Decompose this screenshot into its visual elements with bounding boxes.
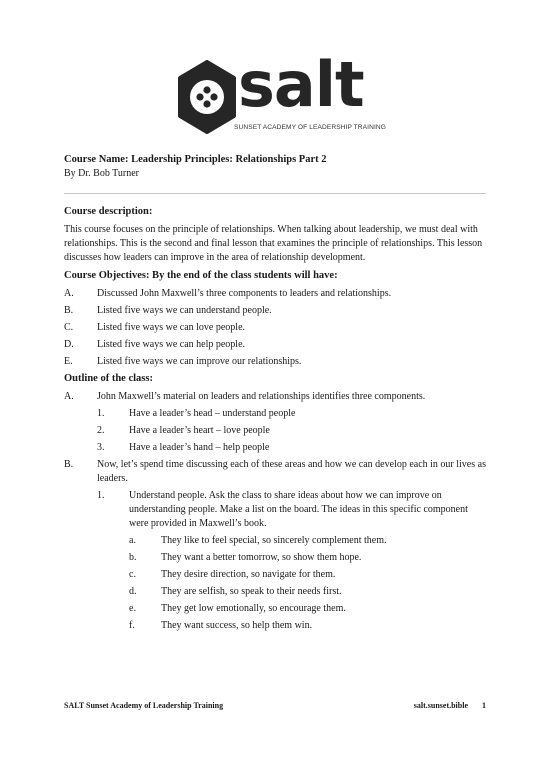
description-heading: Course description: — [64, 206, 153, 217]
list-item — [64, 304, 486, 318]
list-text: They want success, so help them win. — [161, 620, 313, 631]
list-marker: 1. — [97, 408, 105, 419]
logo-tagline: SUNSET ACADEMY OF LEADERSHIP TRAINING — [234, 124, 386, 131]
list-text: They like to feel special, so sincerely complement them. — [161, 535, 387, 546]
outline-subitem — [64, 424, 486, 438]
list-item — [64, 338, 486, 352]
list-text: They get low emotionally, so encourage them. — [161, 603, 346, 614]
list-text: Listed five ways we can understand people. — [97, 305, 272, 316]
list-marker: A. — [64, 288, 74, 299]
list-marker: e. — [129, 603, 136, 614]
objectives-list — [64, 287, 486, 369]
list-text: Now, let’s spend time discussing each of these areas and how we can develop each in our lives as leaders. — [97, 459, 486, 484]
footer-org-name: SALT Sunset Academy of Leadership Training — [64, 701, 224, 710]
page-footer — [64, 701, 486, 710]
description-text: This course focuses on the principle of relationships. When talking about leadership, we must deal with relationships. This is the second and final lesson that examines the principle of relationships. This lesson discusses how leaders can improve in the area of relationship development. — [64, 224, 483, 263]
course-name: Course Name: Leadership Principles: Relationships Part 2 — [64, 154, 327, 165]
outline-point — [64, 602, 486, 616]
list-marker: b. — [129, 552, 137, 563]
hexagon-logo-icon — [176, 60, 238, 134]
list-text: Have a leader’s heart – love people — [129, 425, 270, 436]
list-text: John Maxwell’s material on leaders and relationships identifies three components. — [97, 391, 426, 402]
outline-point — [64, 568, 486, 582]
list-text: They desire direction, so navigate for them. — [161, 569, 336, 580]
logo-wordmark: salt — [238, 48, 364, 121]
list-marker: a. — [129, 535, 136, 546]
list-marker: 3. — [97, 442, 105, 453]
outline-point — [64, 585, 486, 599]
list-marker: C. — [64, 322, 74, 333]
list-text: Listed five ways we can help people. — [97, 339, 246, 350]
list-marker: 2. — [97, 425, 105, 436]
byline: By Dr. Bob Turner — [64, 168, 140, 179]
outline-point — [64, 619, 486, 633]
outline-point — [64, 551, 486, 565]
list-text: Have a leader’s hand – help people — [129, 442, 270, 453]
document-body — [64, 153, 486, 636]
outline-subitem — [64, 441, 486, 455]
list-text: Discussed John Maxwell’s three components to leaders and relationships. — [97, 288, 392, 299]
list-marker: B. — [64, 305, 74, 316]
divider — [64, 193, 486, 194]
salt-logo — [176, 48, 386, 140]
list-marker: 1. — [97, 490, 105, 501]
objectives-heading: Course Objectives: By the end of the class students will have: — [64, 270, 338, 281]
list-item — [64, 355, 486, 369]
outline-item-b — [64, 458, 486, 486]
footer-website: salt.sunset.bible — [413, 701, 468, 710]
footer-right — [414, 701, 486, 710]
list-text: Listed five ways we can improve our relationships. — [97, 356, 302, 367]
list-text: They want a better tomorrow, so show them hope. — [161, 552, 362, 563]
page-number: 1 — [482, 701, 486, 710]
list-marker: c. — [129, 569, 136, 580]
list-marker: A. — [64, 391, 74, 402]
list-text: They are selfish, so speak to their needs first. — [161, 586, 342, 597]
list-marker: f. — [129, 620, 135, 631]
list-item — [64, 321, 486, 335]
list-marker: D. — [64, 339, 74, 350]
outline-subitem — [64, 489, 486, 531]
list-item — [64, 287, 486, 301]
list-marker: E. — [64, 356, 73, 367]
outline-list — [64, 390, 486, 633]
list-text: Have a leader’s head – understand people — [129, 408, 296, 419]
list-marker: B. — [64, 459, 74, 470]
outline-heading: Outline of the class: — [64, 373, 153, 384]
outline-item-a — [64, 390, 486, 404]
list-text: Listed five ways we can love people. — [97, 322, 246, 333]
outline-subitem — [64, 407, 486, 421]
list-marker: d. — [129, 586, 137, 597]
outline-point — [64, 534, 486, 548]
list-text: Understand people. Ask the class to share ideas about how we can improve on understanding people. Make a list on the board. The ideas in this specific component were provided in Maxwell’s book. — [129, 490, 468, 529]
